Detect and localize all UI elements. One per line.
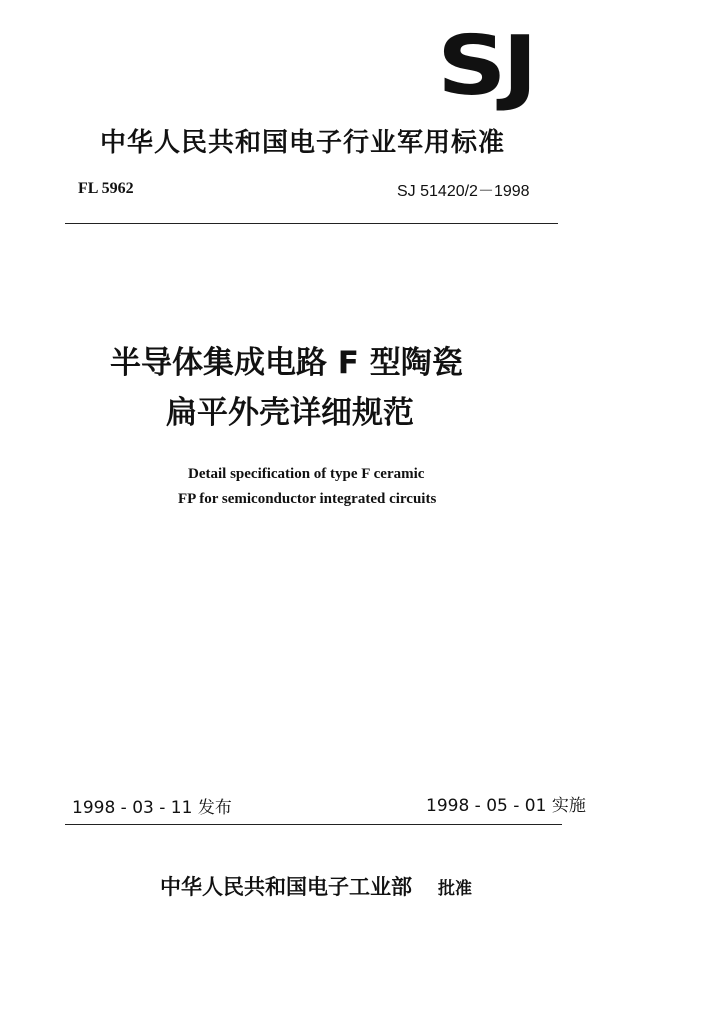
industry-standard-title: 中华人民共和国电子行业军用标准: [100, 128, 506, 158]
english-title: [178, 462, 437, 512]
issue-date: 1998 - 03 - 11 发布: [72, 798, 232, 818]
standard-number: SJ 51420/2－1998: [397, 183, 530, 200]
footer-divider: [65, 824, 562, 825]
sj-logo: SJ: [437, 19, 534, 114]
chinese-title-line2: 扁平外壳详细规范: [166, 395, 414, 431]
chinese-title: [110, 338, 463, 438]
approval-label: 批准: [438, 879, 472, 899]
chinese-title-line1: 半导体集成电路 F 型陶瓷: [110, 345, 463, 381]
classification-code: FL 5962: [78, 180, 134, 197]
english-title-line2: FP for semiconductor integrated circuits: [178, 491, 437, 507]
approving-authority: 中华人民共和国电子工业部: [160, 875, 412, 899]
header-divider: [65, 223, 558, 224]
implementation-date: 1998 - 05 - 01 实施: [426, 796, 586, 816]
english-title-line1: Detail specification of type F ceramic: [188, 466, 425, 482]
